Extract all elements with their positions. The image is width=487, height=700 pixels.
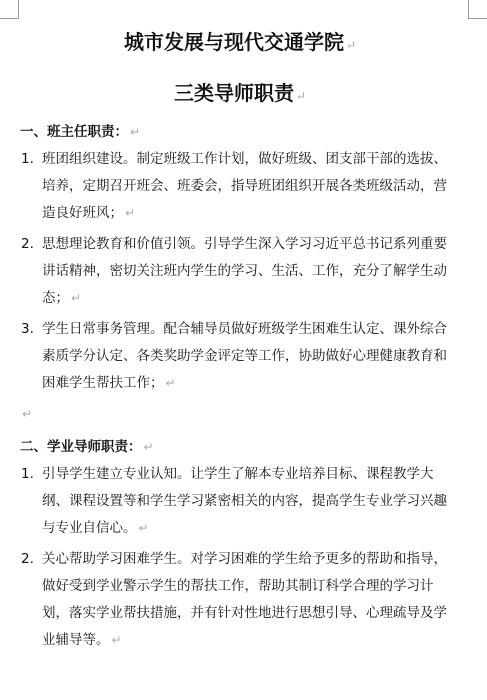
list-item-text: 班团组织建设。制定班级工作计划，做好班级、团支部干部的选拔、培养，定期召开班会、班委会，指导班团组织开展各类班级活动，营造良好班风； [42,151,447,221]
section-heading-academic-mentor [20,437,460,457]
paragraph-mark-icon: ↵ [143,440,154,454]
list-item-text: 思想理论教育和价值引领。引导学生深入学习习近平总书记系列重要讲话精神，密切关注班内学生的学习、生活、工作，充分了解学生动态； [42,236,447,306]
paragraph-mark-icon: ↵ [165,376,176,390]
list-item [20,316,460,397]
list-item [20,146,460,227]
document-subtitle [20,79,460,110]
list-item [20,231,460,312]
paragraph-mark-icon: ↵ [130,125,141,139]
list-item-text: 引导学生建立专业认知。让学生了解本专业培养目标、课程教学大纲、课程设置等和学生学习紧密相关的内容，提高学生专业学习兴趣与专业自信心。 [42,466,447,536]
blank-paragraph [20,401,460,425]
list-item [20,546,460,654]
document-page [20,28,460,658]
paragraph-mark-icon: ↵ [111,633,122,647]
page-corner-mark-right [468,0,487,19]
list-item-number: 2. [21,236,34,252]
list-item-number: 1. [21,151,34,167]
list-item-text: 关心帮助学习困难学生。对学习困难的学生给予更多的帮助和指导，做好受到学业警示学生的帮扶工作，帮助其制订科学合理的学习计划，落实学业帮扶措施，并有针对性地进行思想引导、心理疏导及学业辅导等。 [42,551,447,648]
list-item [20,461,460,542]
paragraph-mark-icon: ↵ [22,407,33,421]
section-heading-text: 二、学业导师职责： [20,439,142,455]
list-item-number: 1. [21,466,34,482]
paragraph-mark-icon: ↵ [138,521,149,535]
paragraph-mark-icon: ↵ [71,291,82,305]
paragraph-mark-icon: ↵ [295,89,307,103]
paragraph-mark-icon: ↵ [125,206,136,220]
section-heading-text: 一、班主任职责： [20,124,128,140]
list-item-text: 学生日常事务管理。配合辅导员做好班级学生困难生认定、课外综合素质学分认定、各类奖助学金评定等工作，协助做好心理健康教育和困难学生帮扶工作； [42,321,447,391]
list-item-number: 2. [21,551,34,567]
document-subtitle-text: 三类导师职责 [173,81,294,105]
document-title-text: 城市发展与现代交通学院 [123,30,344,54]
academic-mentor-duty-list [20,461,460,654]
paragraph-mark-icon: ↵ [345,38,357,52]
page-corner-mark-left [0,0,19,19]
class-teacher-duty-list [20,146,460,397]
list-item-number: 3. [21,321,34,337]
section-heading-class-teacher [20,122,460,142]
document-title [20,28,460,59]
